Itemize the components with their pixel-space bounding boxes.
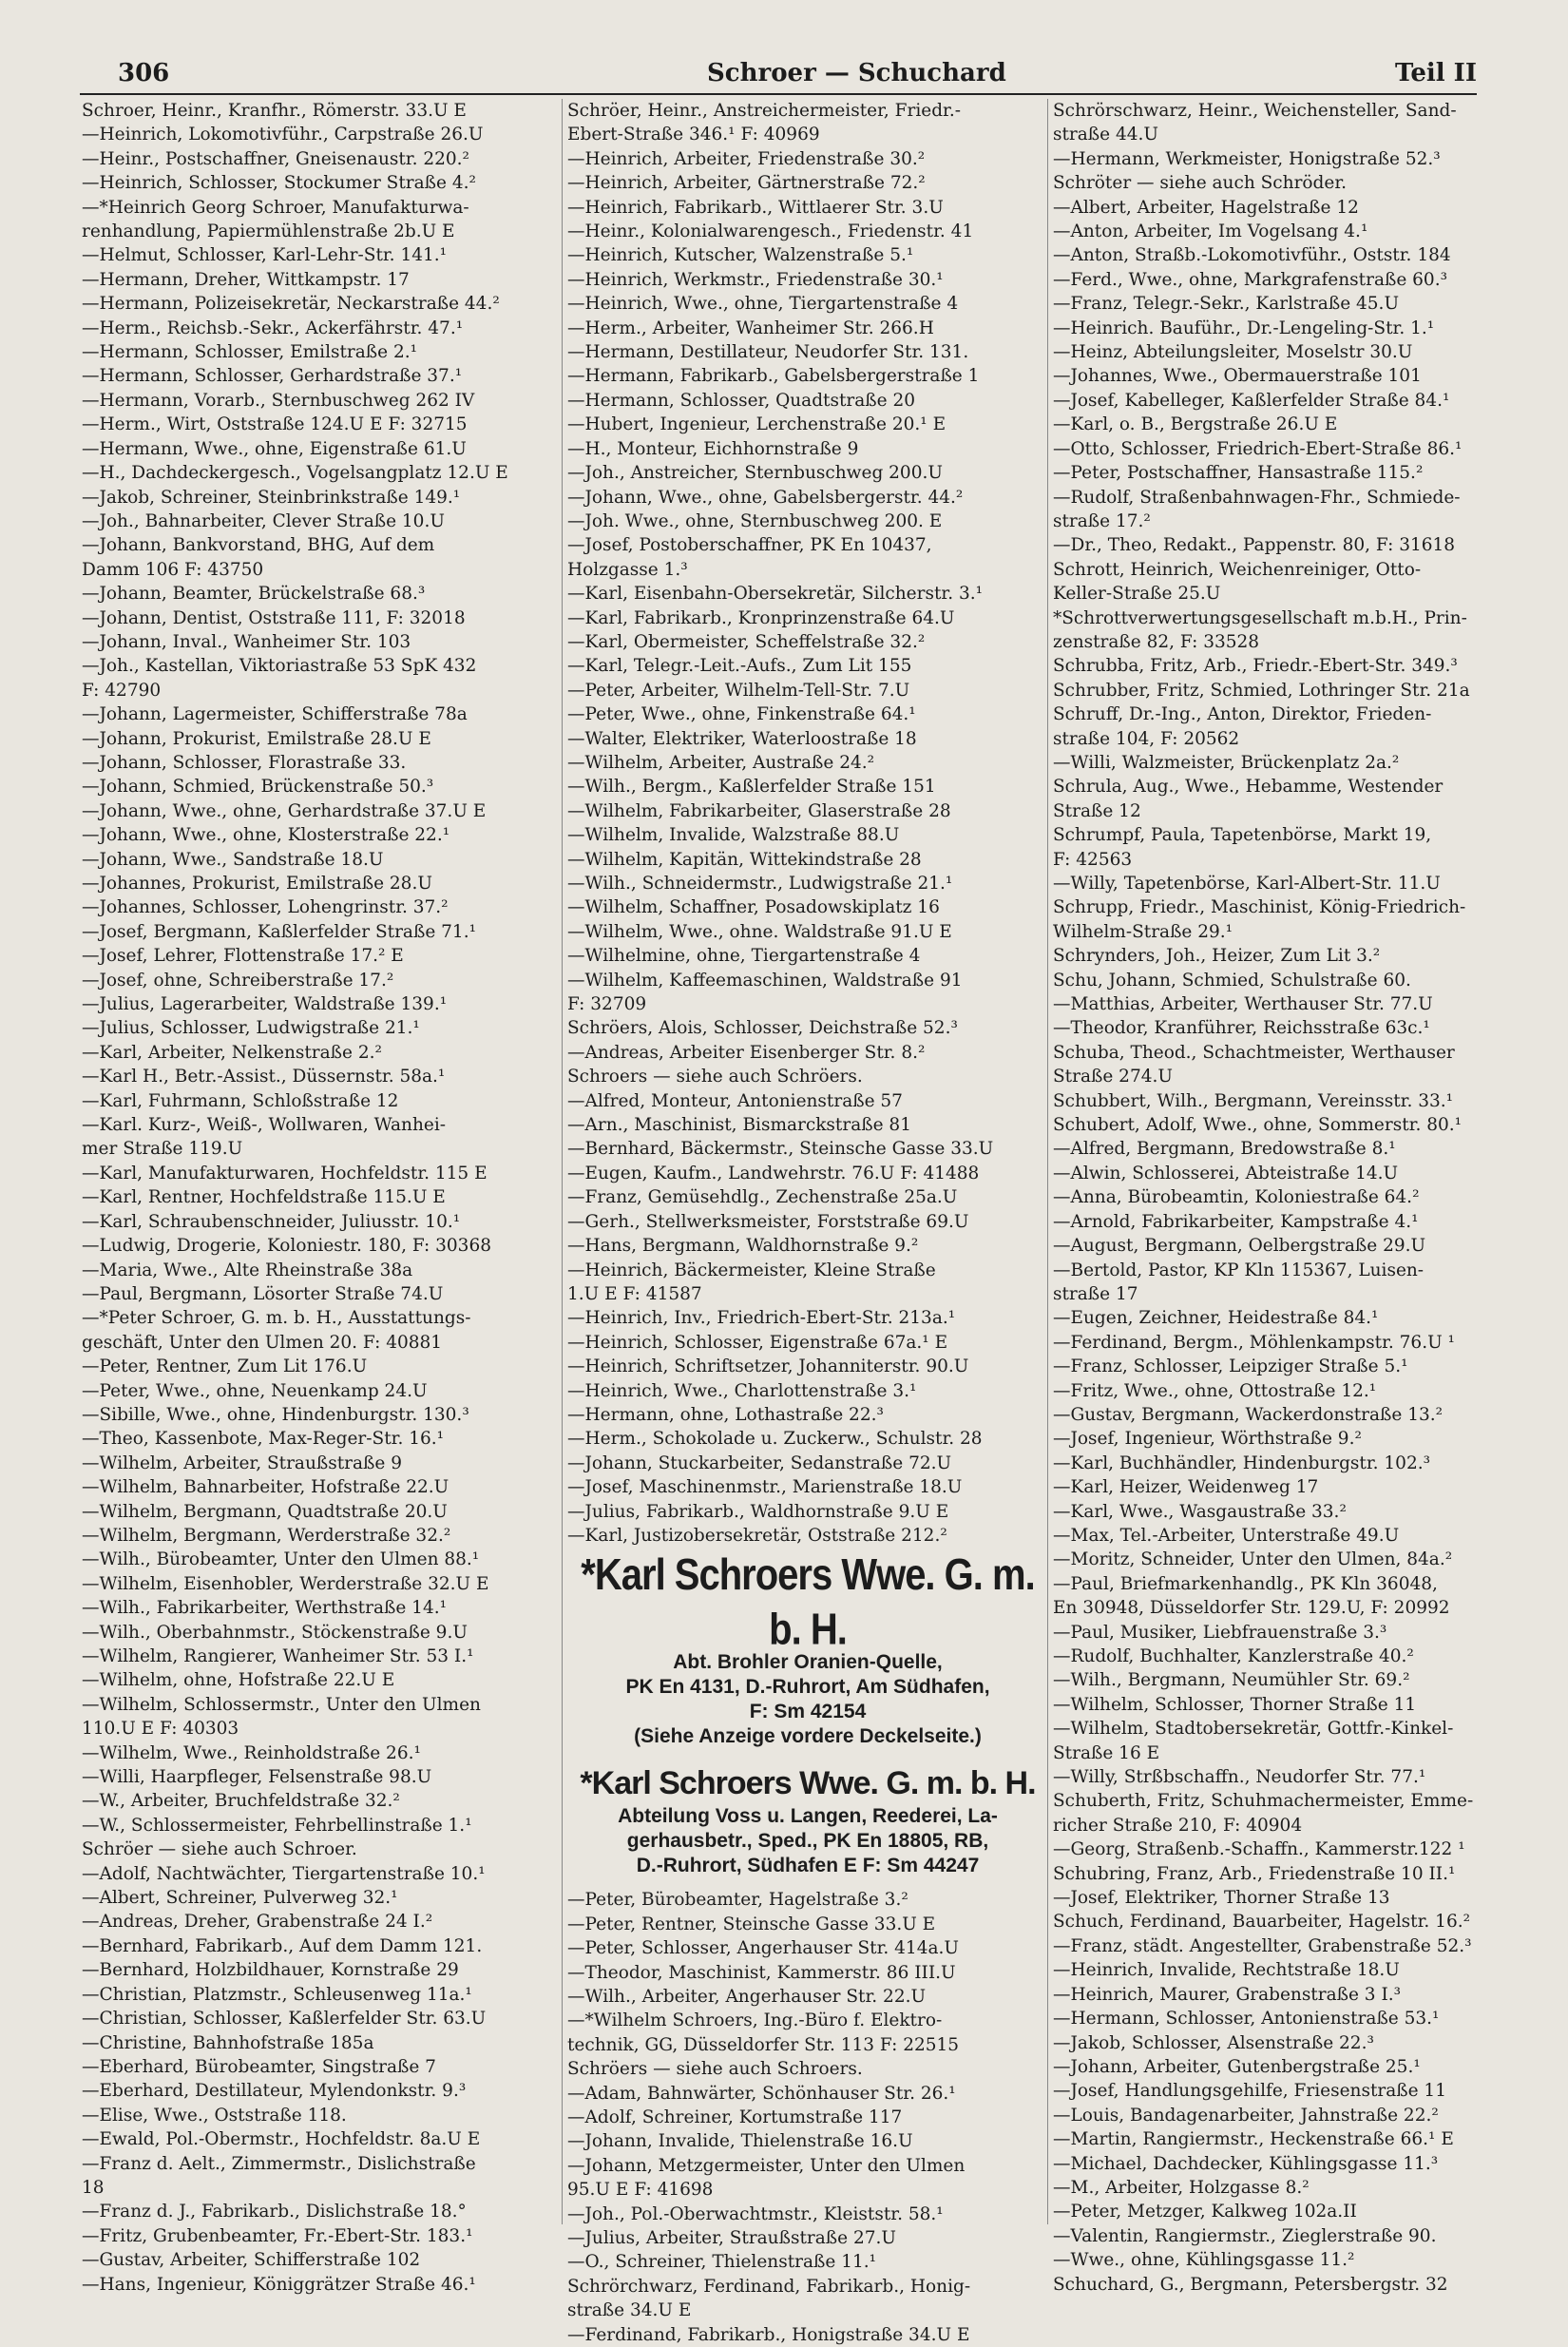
column-2-entries-bottom [567, 1888, 1048, 2347]
directory-entry: —Karl, Obermeister, Scheffelstraße 32.² [567, 631, 926, 652]
directory-entry: —Andreas, Dreher, Grabenstraße 24 I.² [82, 1912, 433, 1933]
directory-entry: —Matthias, Arbeiter, Werthauser Str. 77.U [1053, 994, 1433, 1015]
directory-entry: —Peter, Arbeiter, Wilhelm-Tell-Str. 7.U [567, 680, 910, 701]
directory-entry: —Wilh., Bürobeamter, Unter den Ulmen 88.¹ [82, 1549, 480, 1570]
directory-entry: Wilhelm-Straße 29.¹ [1053, 921, 1233, 942]
directory-entry: —Wilhelm, Schlosser, Thorner Straße 11 [1053, 1694, 1417, 1715]
page-title: Schroer — Schuchard [707, 59, 1006, 87]
part-label: Teil II [1394, 59, 1477, 87]
directory-entry: zenstraße 82, F: 33528 [1053, 631, 1260, 652]
directory-entry: —Wilhelm, ohne, Hofstraße 22.U E [82, 1670, 395, 1691]
directory-entry: —Rudolf, Straßenbahnwagen-Fhr., Schmiede- [1053, 487, 1461, 508]
directory-entry: Schuchard, G., Bergmann, Petersbergstr. 32 [1053, 2274, 1448, 2295]
directory-entry: —Karl, Manufakturwaren, Hochfeldstr. 115 E [82, 1163, 488, 1183]
directory-entry: —Sibille, Wwe., ohne, Hindenburgstr. 130.³ [82, 1404, 469, 1425]
directory-entry: —Albert, Arbeiter, Hagelstraße 12 [1053, 197, 1359, 218]
directory-entry: —Heinrich, Schriftsetzer, Johanniterstr. 90.U [567, 1356, 969, 1377]
directory-entry: —Karl H., Betr.-Assist., Düssernstr. 58a.¹ [82, 1067, 446, 1087]
advertisement-oranien-quelle [567, 1551, 1048, 1749]
directory-entry: straße 44.U [1053, 125, 1158, 145]
directory-entry: —Joh. Wwe., ohne, Sternbuschweg 200. E [567, 510, 943, 531]
directory-entry: —Anton, Straßb.-Lokomotivführ., Oststr. 184 [1053, 245, 1451, 266]
directory-entry: —Jakob, Schlosser, Alsenstraße 22.³ [1053, 2032, 1374, 2053]
directory-entry: Schuch, Ferdinand, Bauarbeiter, Hagelstr. 16.² [1053, 1912, 1471, 1933]
directory-entry: —Josef, Bergmann, Kaßlerfelder Straße 71.¹ [82, 921, 476, 942]
directory-entry: —Josef, Handlungsgehilfe, Friesenstraße 11 [1053, 2081, 1446, 2102]
directory-entry: —Karl, Telegr.-Leit.-Aufs., Zum Lit 155 [567, 656, 912, 677]
directory-entry: straße 104, F: 20562 [1053, 728, 1240, 749]
directory-entry: —Johann, Wwe., Sandstraße 18.U [82, 849, 384, 870]
directory-entry: —Josef, Kabelleger, Kaßlerfelder Straße 84.¹ [1053, 390, 1450, 411]
directory-entry: —Wilh., Oberbahnmstr., Stöckenstraße 9.U [82, 1622, 468, 1643]
directory-entry: *Schrottverwertungsgesellschaft m.b.H., Prin- [1053, 607, 1467, 628]
directory-entry: geschäft, Unter den Ulmen 20. F: 40881 [82, 1332, 443, 1353]
directory-entry: —Heinrich, Fabrikarb., Wittlaerer Str. 3.U [567, 197, 944, 218]
directory-entry: —Wilhelm, Rangierer, Wanheimer Str. 53 I.¹ [82, 1646, 474, 1666]
directory-entry: —Hermann, Destillateur, Neudorfer Str. 131. [567, 342, 969, 363]
directory-entry: —Johann, Prokurist, Emilstraße 28.U E [82, 728, 431, 749]
directory-entry: —Karl, Arbeiter, Nelkenstraße 2.² [82, 1042, 382, 1063]
directory-entry: —Gustav, Bergmann, Wackerdonstraße 13.² [1053, 1404, 1444, 1425]
directory-entry: —Wilhelm, Schaffner, Posadowskiplatz 16 [567, 897, 940, 918]
directory-entry: —Ferd., Wwe., ohne, Markgrafenstraße 60.³ [1053, 269, 1447, 290]
directory-entry: Schuberth, Fritz, Schuhmachermeister, Emme- [1053, 1791, 1474, 1812]
column-1 [82, 99, 563, 2295]
directory-entry: —Johann, Wwe., ohne, Gabelsbergerstr. 44.² [567, 487, 964, 508]
directory-entry: —Karl, Fabrikarb., Kronprinzenstraße 64.U [567, 607, 955, 628]
directory-entry: —Karl, Rentner, Hochfeldstraße 115.U E [82, 1187, 446, 1208]
directory-entry: —Heinrich, Schlosser, Stockumer Straße 4.² [82, 173, 476, 194]
directory-entry: Schroer, Heinr., Kranfhr., Römerstr. 33.U E [82, 101, 467, 121]
directory-entry: 1.U E F: 41587 [567, 1283, 702, 1304]
directory-entry: straße 34.U E [567, 2300, 692, 2321]
directory-entry: —Hans, Bergmann, Waldhornstraße 9.² [567, 1236, 919, 1257]
directory-entry: —Heinrich, Kutscher, Walzenstraße 5.¹ [567, 245, 914, 266]
directory-entry: —Wilhelm, Kaffeemaschinen, Waldstraße 91 [567, 970, 963, 991]
directory-entry: —Julius, Fabrikarb., Waldhornstraße 9.U E [567, 1501, 949, 1522]
directory-entry: —Adolf, Nachtwächter, Tiergartenstraße 10.¹ [82, 1863, 486, 1884]
directory-entry: —Joh., Pol.-Oberwachtmstr., Kleiststr. 58.¹ [567, 2203, 944, 2224]
directory-entry: Straße 274.U [1053, 1067, 1173, 1087]
directory-entry: —Johannes, Prokurist, Emilstraße 28.U [82, 874, 432, 894]
directory-entry: —Willi, Walzmeister, Brückenplatz 2a.² [1053, 752, 1400, 773]
directory-entry: —Ferdinand, Fabrikarb., Honigstraße 34.U E [567, 2324, 970, 2345]
directory-entry: —Max, Tel.-Arbeiter, Unterstraße 49.U [1053, 1525, 1400, 1546]
directory-entry: —Hermann, Fabrikarb., Gabelsbergerstraße 1 [567, 366, 980, 387]
directory-entry: Schroers — siehe auch Schröers. [567, 1067, 863, 1087]
directory-entry: —Johann, Schmied, Brückenstraße 50.³ [82, 777, 434, 798]
directory-entry: —Paul, Musiker, Liebfrauenstraße 3.³ [1053, 1622, 1387, 1643]
directory-entry: —Georg, Straßenb.-Schaffn., Kammerstr.122 ¹ [1053, 1839, 1465, 1860]
directory-entry: —Peter, Schlosser, Angerhauser Str. 414a.U [567, 1938, 959, 1959]
directory-entry: —Peter, Wwe., ohne, Neuenkamp 24.U [82, 1380, 428, 1401]
directory-entry: —Heinr., Postschaffner, Gneisenaustr. 220.² [82, 148, 469, 169]
directory-entry: —Karl. Kurz-, Weiß-, Wollwaren, Wanhei- [82, 1115, 446, 1136]
directory-entry: —Johann, Metzgermeister, Unter den Ulmen [567, 2155, 966, 2176]
directory-entry: —Andreas, Arbeiter Eisenberger Str. 8.² [567, 1042, 926, 1063]
ad-title: *Karl Schroers Wwe. G. m. b. H. [580, 1765, 1036, 1802]
directory-entry: —Adam, Bahnwärter, Schönhauser Str. 26.¹ [567, 2083, 956, 2104]
directory-entry: 18 [82, 2177, 105, 2198]
directory-entry: —Maria, Wwe., Alte Rheinstraße 38a [82, 1260, 413, 1280]
directory-entry: Straße 16 E [1053, 1742, 1160, 1763]
directory-entry: —Johann, Wwe., ohne, Klosterstraße 22.¹ [82, 825, 450, 846]
directory-entry: —Heinrich. Bauführ., Dr.-Lengeling-Str. 1.¹ [1053, 317, 1435, 338]
ad-line: gerhausbetr., Sped., PK En 18805, RB, [626, 1830, 989, 1853]
directory-entry: —Louis, Bandagenarbeiter, Jahnstraße 22.² [1053, 2105, 1439, 2126]
directory-entry: —Valentin, Rangiermstr., Zieglerstraße 90. [1053, 2225, 1437, 2246]
directory-entry: —Bernhard, Fabrikarb., Auf dem Damm 121. [82, 1935, 483, 1956]
directory-entry: —Hermann, Polizeisekretär, Neckarstraße 44.² [82, 294, 500, 315]
directory-entry: —Eugen, Zeichner, Heidestraße 84.¹ [1053, 1308, 1379, 1329]
directory-entry: straße 17 [1053, 1283, 1138, 1304]
directory-entry: —Willy, Tapetenbörse, Karl-Albert-Str. 11.U [1053, 874, 1441, 894]
directory-entry: —Peter, Rentner, Steinsche Gasse 33.U E [567, 1914, 936, 1934]
directory-entry: Schrupp, Friedr., Maschinist, König-Friedrich- [1053, 897, 1466, 918]
directory-entry: Schrubba, Fritz, Arb., Friedr.-Ebert-Str. 349.³ [1053, 656, 1458, 677]
directory-entry: —Eugen, Kaufm., Landwehrstr. 76.U F: 41488 [567, 1163, 980, 1183]
directory-entry: —Ewald, Pol.-Obermstr., Hochfeldstr. 8a.U E [82, 2129, 481, 2150]
advertisement-voss-langen [567, 1762, 1048, 1878]
directory-entry: —Adolf, Schreiner, Kortumstraße 117 [567, 2107, 903, 2128]
directory-entry: —Albert, Schreiner, Pulverweg 32.¹ [82, 1888, 398, 1909]
directory-entry: —W., Arbeiter, Bruchfeldstraße 32.² [82, 1791, 400, 1812]
directory-entry: —Heinrich, Arbeiter, Friedenstraße 30.² [567, 148, 926, 169]
directory-entry: —Johann, Stuckarbeiter, Sedanstraße 72.U [567, 1452, 952, 1473]
directory-entry: —Karl, Eisenbahn-Obersekretär, Silcherstr. 3.¹ [567, 584, 984, 605]
directory-entry: —Heinrich, Maurer, Grabenstraße 3 I.³ [1053, 1984, 1402, 2005]
directory-entry: —Karl, Wwe., Wasgaustraße 33.² [1053, 1501, 1347, 1522]
directory-entry: —Karl, Heizer, Weidenweg 17 [1053, 1477, 1319, 1498]
directory-entry: —Wilhelm, Bergmann, Quadtstraße 20.U [82, 1501, 448, 1522]
directory-entry: Schrörchwarz, Ferdinand, Fabrikarb., Honig- [567, 2276, 971, 2297]
directory-entry: renhandlung, Papiermühlenstraße 2b.U E [82, 221, 455, 242]
directory-entry: —Helmut, Schlosser, Karl-Lehr-Str. 141.¹ [82, 245, 448, 266]
directory-entry: —Wilhelm, Wwe., ohne. Waldstraße 91.U E [567, 921, 952, 942]
directory-entry: —Willy, Strßbschaffn., Neudorfer Str. 77.¹ [1053, 1767, 1426, 1788]
directory-entry: Schrott, Heinrich, Weichenreiniger, Otto- [1053, 559, 1422, 580]
directory-entry: Schrörschwarz, Heinr., Weichensteller, Sand- [1053, 101, 1457, 121]
directory-entry: —Christine, Bahnhofstraße 185a [82, 2032, 374, 2053]
directory-entry: 110.U E F: 40303 [82, 1719, 239, 1740]
directory-entry: F: 32709 [567, 994, 647, 1015]
directory-entry: Schrula, Aug., Wwe., Hebamme, Westender [1053, 777, 1444, 798]
directory-entry: —Elise, Wwe., Oststraße 118. [82, 2105, 347, 2126]
directory-entry: —Theodor, Maschinist, Kammerstr. 86 III.U [567, 1962, 956, 1983]
directory-entry: Schröer — siehe auch Schroer. [82, 1839, 357, 1860]
directory-entry: Schubert, Adolf, Wwe., ohne, Sommerstr. 80.¹ [1053, 1115, 1463, 1136]
directory-entry: —Bertold, Pastor, KP Kln 115367, Luisen- [1053, 1260, 1425, 1280]
directory-entry: —Moritz, Schneider, Unter den Ulmen, 84a.² [1053, 1549, 1453, 1570]
directory-entry: —Wilhelm, Bergmann, Werderstraße 32.² [82, 1525, 451, 1546]
directory-entry: —Anna, Bürobeamtin, Koloniestraße 64.² [1053, 1187, 1420, 1208]
directory-entry: Schröter — siehe auch Schröder. [1053, 173, 1348, 194]
directory-entry: —Dr., Theo, Redakt., Pappenstr. 80, F: 31618 [1053, 535, 1456, 556]
directory-entry: Schubring, Franz, Arb., Friedenstraße 10 II.¹ [1053, 1863, 1456, 1884]
directory-entry: Damm 106 F: 43750 [82, 559, 264, 580]
directory-entry: —Johann, Lagermeister, Schifferstraße 78a [82, 704, 468, 725]
directory-entry: —Christian, Platzmstr., Schleusenweg 11a.¹ [82, 1984, 472, 2005]
directory-entry: —Peter, Metzger, Kalkweg 102a.II [1053, 2202, 1357, 2222]
directory-entry: —Hermann, Schlosser, Quadtstraße 20 [567, 390, 916, 411]
directory-entry: —O., Schreiner, Thielenstraße 11.¹ [567, 2252, 877, 2273]
directory-entry: En 30948, Düsseldorfer Str. 129.U, F: 20992 [1053, 1598, 1450, 1619]
directory-entry: —Jakob, Schreiner, Steinbrinkstraße 149.¹ [82, 487, 461, 508]
directory-entry: Schuba, Theod., Schachtmeister, Werthauser [1053, 1042, 1455, 1063]
directory-entry: —August, Bergmann, Oelbergstraße 29.U [1053, 1236, 1426, 1257]
directory-entry: —Heinz, Abteilungsleiter, Moselstr 30.U [1053, 342, 1413, 363]
directory-entry: —*Heinrich Georg Schroer, Manufakturwa- [82, 197, 469, 218]
ad-line: (Siehe Anzeige vordere Deckelseite.) [634, 1725, 982, 1748]
directory-entry: —Karl, Buchhändler, Hindenburgstr. 102.³ [1053, 1452, 1431, 1473]
directory-entry: —Johann, Arbeiter, Gutenbergstraße 25.¹ [1053, 2056, 1421, 2077]
directory-entry: —Josef, Elektriker, Thorner Straße 13 [1053, 1888, 1390, 1909]
directory-entry: —Franz, Schlosser, Leipziger Straße 5.¹ [1053, 1356, 1408, 1377]
ad-line: Abt. Brohler Oranien-Quelle, [673, 1651, 943, 1674]
directory-entry: Schrynders, Joh., Heizer, Zum Lit 3.² [1053, 946, 1381, 967]
directory-entry: —Wilhelm, Schlossermstr., Unter den Ulmen [82, 1694, 481, 1715]
directory-entry: —Josef, Maschinenmstr., Marienstraße 18.U [567, 1477, 963, 1498]
directory-entry: —Heinrich, Werkmstr., Friedenstraße 30.¹ [567, 269, 944, 290]
directory-entry: —Wilh., Bergmann, Neumühler Str. 69.² [1053, 1670, 1410, 1691]
directory-entry: —Wwe., ohne, Kühlingsgasse 11.² [1053, 2250, 1355, 2271]
directory-entry: —Herm., Reichsb.-Sekr., Ackerfährstr. 47.¹ [82, 317, 464, 338]
directory-entry: —Michael, Dachdecker, Kühlingsgasse 11.³ [1053, 2153, 1439, 2174]
directory-entry: —Josef, Ingenieur, Wörthstraße 9.² [1053, 1429, 1362, 1450]
column-2-entries-top [567, 99, 1048, 1548]
directory-entry: —Wilhelm, Stadtobersekretär, Gottfr.-Kinkel- [1053, 1719, 1454, 1740]
directory-entry: —Bernhard, Holzbildhauer, Kornstraße 29 [82, 1960, 459, 1981]
directory-entry: —Fritz, Grubenbeamter, Fr.-Ebert-Str. 183.¹ [82, 2225, 473, 2246]
directory-entry: Schu, Johann, Schmied, Schulstraße 60. [1053, 970, 1411, 991]
directory-entry: —Wilhelm, Eisenhobler, Werderstraße 32.U E [82, 1573, 489, 1594]
ad-line: Abteilung Voss u. Langen, Reederei, La- [618, 1805, 998, 1828]
directory-entry: —Franz, Gemüsehdlg., Zechenstraße 25a.U [567, 1187, 958, 1208]
directory-entry: —Franz d. J., Fabrikarb., Dislichstraße 18.° [82, 2202, 467, 2222]
directory-entry: —Franz d. Aelt., Zimmermstr., Dislichstraße [82, 2153, 476, 2174]
directory-entry: —Paul, Briefmarkenhandlg., PK Kln 36048, [1053, 1573, 1438, 1594]
directory-entry: —Arn., Maschinist, Bismarckstraße 81 [567, 1115, 911, 1136]
directory-entry: —Hermann, Werkmeister, Honigstraße 52.³ [1053, 148, 1441, 169]
directory-entry: —Peter, Bürobeamter, Hagelstraße 3.² [567, 1890, 908, 1911]
directory-entry: —Alfred, Monteur, Antonienstraße 57 [567, 1090, 903, 1111]
directory-entry: —Wilhelm, Kapitän, Wittekindstraße 28 [567, 849, 922, 870]
directory-entry: —Johann, Dentist, Oststraße 111, F: 32018 [82, 607, 466, 628]
directory-entry: —Johann, Invalide, Thielenstraße 16.U [567, 2131, 913, 2152]
directory-entry: —Wilhelm, Bahnarbeiter, Hofstraße 22.U [82, 1477, 449, 1498]
directory-entry: —Heinrich, Inv., Friedrich-Ebert-Str. 213a.¹ [567, 1308, 956, 1329]
directory-entry: —Heinr., Kolonialwarengesch., Friedenstr. 41 [567, 221, 974, 242]
ad-line: D.-Ruhrort, Südhafen E F: Sm 44247 [636, 1855, 980, 1877]
ad-line: F: Sm 42154 [749, 1701, 867, 1723]
directory-entry: F: 42790 [82, 680, 162, 701]
directory-entry: —Wilhelm, Arbeiter, Straußstraße 9 [82, 1452, 402, 1473]
directory-entry: —Ludwig, Drogerie, Koloniestr. 180, F: 30368 [82, 1236, 491, 1257]
directory-entry: Straße 12 [1053, 800, 1141, 821]
directory-entry: —Bernhard, Bäckermstr., Steinsche Gasse 33.U [567, 1139, 994, 1160]
directory-entry: —Wilhelm, Wwe., Reinholdstraße 26.¹ [82, 1742, 421, 1763]
directory-entry: —Rudolf, Buchhalter, Kanzlerstraße 40.² [1053, 1646, 1414, 1666]
directory-entry: —Franz, städt. Angestellter, Grabenstraße 52.³ [1053, 1935, 1472, 1956]
directory-entry: —Fritz, Wwe., ohne, Ottostraße 12.¹ [1053, 1380, 1377, 1401]
page-number: 306 [118, 59, 170, 87]
directory-entry: —Karl, Fuhrmann, Schloßstraße 12 [82, 1090, 399, 1111]
directory-entry: —Wilhelm, Arbeiter, Austraße 24.² [567, 752, 875, 773]
directory-entry: —*Wilhelm Schroers, Ing.-Büro f. Elektro- [567, 2010, 943, 2031]
directory-entry: Schrubber, Fritz, Schmied, Lothringer Str. 21a [1053, 680, 1470, 701]
directory-entry: Schröers — siehe auch Schroers. [567, 2059, 863, 2080]
column-3 [1053, 99, 1534, 2295]
directory-entry: —M., Arbeiter, Holzgasse 8.² [1053, 2177, 1310, 2198]
directory-entry: —Karl, Justizobersekretär, Oststraße 212.² [567, 1525, 947, 1546]
directory-entry: —Ferdinand, Bergm., Möhlenkampstr. 76.U ¹ [1053, 1332, 1455, 1353]
directory-entry: —Wilh., Bergm., Kaßlerfelder Straße 151 [567, 777, 936, 798]
directory-entry: —Hermann, Schlosser, Emilstraße 2.¹ [82, 342, 418, 363]
directory-entry: —Heinrich, Lokomotivführ., Carpstraße 26.U [82, 125, 484, 145]
directory-entry: mer Straße 119.U [82, 1139, 243, 1160]
directory-entry: —Otto, Schlosser, Friedrich-Ebert-Straße 86.¹ [1053, 438, 1463, 459]
directory-entry: —Johannes, Schlosser, Lohengrinstr. 37.² [82, 897, 449, 918]
directory-entry: —Martin, Rangiermstr., Heckenstraße 66.¹ E [1053, 2129, 1454, 2150]
directory-entry: —Hermann, Vorarb., Sternbuschweg 262 IV [82, 390, 475, 411]
directory-entry: —Wilh., Schneidermstr., Ludwigstraße 21.¹ [567, 874, 953, 894]
directory-entry: —Johannes, Wwe., Obermauerstraße 101 [1053, 366, 1422, 387]
directory-entry: —Hermann, Schlosser, Gerhardstraße 37.¹ [82, 366, 463, 387]
directory-entry: Ebert-Straße 346.¹ F: 40969 [567, 125, 820, 145]
directory-entry: —Willi, Haarpfleger, Felsenstraße 98.U [82, 1767, 432, 1788]
directory-entry: Schröers, Alois, Schlosser, Deichstraße 52.³ [567, 1018, 958, 1039]
directory-entry: —Hubert, Ingenieur, Lerchenstraße 20.¹ E [567, 414, 947, 435]
directory-entry: —Joh., Anstreicher, Sternbuschweg 200.U [567, 463, 943, 484]
directory-entry: —Heinrich, Arbeiter, Gärtnerstraße 72.² [567, 173, 926, 194]
directory-entry: 95.U E F: 41698 [567, 2180, 714, 2201]
directory-entry: —Heinrich, Wwe., ohne, Tiergartenstraße 4 [567, 294, 959, 315]
directory-entry: —*Peter Schroer, G. m. b. H., Ausstattungs- [82, 1308, 471, 1329]
directory-entry: —Hermann, ohne, Lothastraße 22.³ [567, 1404, 884, 1425]
directory-entry: —Hermann, Wwe., ohne, Eigenstraße 61.U [82, 438, 467, 459]
directory-entry: Schrumpf, Paula, Tapetenbörse, Markt 19, [1053, 825, 1432, 846]
directory-entry: —Christian, Schlosser, Kaßlerfelder Str. 63.U [82, 2009, 487, 2030]
directory-entry: —Gustav, Arbeiter, Schifferstraße 102 [82, 2250, 421, 2271]
directory-entry: straße 17.² [1053, 510, 1151, 531]
directory-entry: —Gerh., Stellwerksmeister, Forststraße 69.U [567, 1211, 969, 1232]
directory-entry: —Julius, Arbeiter, Straußstraße 27.U [567, 2228, 896, 2249]
directory-entry: technik, GG, Düsseldorfer Str. 113 F: 22515 [567, 2034, 960, 2055]
directory-entry: —Herm., Schokolade u. Zuckerw., Schulstr. 28 [567, 1429, 983, 1450]
directory-entry: —H., Monteur, Eichhornstraße 9 [567, 438, 859, 459]
column-2 [567, 99, 1048, 2345]
directory-entry: F: 42563 [1053, 849, 1133, 870]
directory-entry: richer Straße 210, F: 40904 [1053, 1815, 1303, 1836]
directory-entry: —Heinrich, Bäckermeister, Kleine Straße [567, 1260, 936, 1280]
directory-entry: —Theodor, Kranführer, Reichsstraße 63c.¹ [1053, 1018, 1430, 1039]
directory-entry: —Herm., Wirt, Oststraße 124.U E F: 32715 [82, 414, 468, 435]
page-header [80, 59, 1477, 97]
directory-entry: —Anton, Arbeiter, Im Vogelsang 4.¹ [1053, 221, 1368, 242]
directory-entry: —Eberhard, Destillateur, Mylendonkstr. 9.³ [82, 2081, 467, 2102]
directory-entry: —Johann, Schlosser, Florastraße 33. [82, 752, 407, 773]
directory-entry: —Heinrich, Invalide, Rechtstraße 18.U [1053, 1960, 1400, 1981]
directory-entry: —Peter, Rentner, Zum Lit 176.U [82, 1356, 368, 1377]
directory-entry: —Johann, Inval., Wanheimer Str. 103 [82, 631, 411, 652]
directory-entry: —Heinrich, Wwe., Charlottenstraße 3.¹ [567, 1380, 917, 1401]
directory-entry: —Herm., Arbeiter, Wanheimer Str. 266.H [567, 317, 934, 338]
directory-entry: —Wilh., Arbeiter, Angerhauser Str. 22.U [567, 1987, 927, 2007]
directory-entry: —Julius, Schlosser, Ludwigstraße 21.¹ [82, 1018, 420, 1039]
header-rule [80, 93, 1477, 95]
directory-entry: —Wilhelm, Invalide, Walzstraße 88.U [567, 825, 900, 846]
directory-entry: —Karl, o. B., Bergstraße 26.U E [1053, 414, 1338, 435]
directory-entry: —Eberhard, Bürobeamter, Singstraße 7 [82, 2056, 436, 2077]
directory-entry: Keller-Straße 25.U [1053, 584, 1221, 605]
directory-entry: —Joh., Bahnarbeiter, Clever Straße 10.U [82, 510, 445, 531]
directory-entry: —Johann, Bankvorstand, BHG, Auf dem [82, 535, 435, 556]
directory-entry: —H., Dachdeckergesch., Vogelsangplatz 12.U E [82, 463, 508, 484]
directory-entry: —Peter, Postschaffner, Hansastraße 115.² [1053, 463, 1424, 484]
directory-entry: —W., Schlossermeister, Fehrbellinstraße 1.¹ [82, 1815, 472, 1836]
directory-entry: —Josef, Postoberschaffner, PK En 10437, [567, 535, 932, 556]
directory-entry: —Joh., Kastellan, Viktoriastraße 53 SpK 432 [82, 656, 477, 677]
directory-entry: Schubbert, Wilh., Bergmann, Vereinsstr. 33.¹ [1053, 1090, 1454, 1111]
directory-entry: —Theo, Kassenbote, Max-Reger-Str. 16.¹ [82, 1429, 445, 1450]
directory-entry: —Wilhelm, Fabrikarbeiter, Glaserstraße 28 [567, 800, 951, 821]
ad-title: *Karl Schroers Wwe. G. m. b. H. [581, 1551, 1035, 1655]
ad-line: PK En 4131, D.-Ruhrort, Am Südhafen, [625, 1676, 990, 1699]
directory-entry: —Peter, Wwe., ohne, Finkenstraße 64.¹ [567, 704, 916, 725]
directory-entry: —Heinrich, Schlosser, Eigenstraße 67a.¹ E [567, 1332, 948, 1353]
directory-entry: —Hans, Ingenieur, Königgrätzer Straße 46.¹ [82, 2274, 476, 2295]
directory-entry: —Hermann, Schlosser, Antonienstraße 53.¹ [1053, 2009, 1440, 2030]
directory-entry: —Arnold, Fabrikarbeiter, Kampstraße 4.¹ [1053, 1211, 1419, 1232]
directory-entry: —Wilh., Fabrikarbeiter, Werthstraße 14.¹ [82, 1598, 448, 1619]
directory-entry: —Julius, Lagerarbeiter, Waldstraße 139.¹ [82, 994, 448, 1015]
directory-entry: —Paul, Bergmann, Lösorter Straße 74.U [82, 1283, 444, 1304]
directory-entry: —Franz, Telegr.-Sekr., Karlstraße 45.U [1053, 294, 1400, 315]
directory-entry: —Josef, Lehrer, Flottenstraße 17.² E [82, 946, 404, 967]
directory-entry: Holzgasse 1.³ [567, 559, 688, 580]
directory-entry: Schruff, Dr.-Ing., Anton, Direktor, Frieden- [1053, 704, 1432, 725]
directory-entry: —Karl, Schraubenschneider, Juliusstr. 10.¹ [82, 1211, 461, 1232]
directory-entry: —Walter, Elektriker, Waterloostraße 18 [567, 728, 917, 749]
directory-entry: Schröer, Heinr., Anstreichermeister, Friedr.- [567, 101, 961, 121]
directory-entry: —Josef, ohne, Schreiberstraße 17.² [82, 970, 394, 991]
directory-entry: —Wilhelmine, ohne, Tiergartenstraße 4 [567, 946, 921, 967]
directory-entry: —Alwin, Schlosserei, Abteistraße 14.U [1053, 1163, 1399, 1183]
directory-entry: —Hermann, Dreher, Wittkampstr. 17 [82, 269, 410, 290]
directory-entry: —Johann, Beamter, Brückelstraße 68.³ [82, 584, 426, 605]
directory-entry: —Johann, Wwe., ohne, Gerhardstraße 37.U E [82, 800, 487, 821]
directory-entry: —Alfred, Bergmann, Bredowstraße 8.¹ [1053, 1139, 1396, 1160]
